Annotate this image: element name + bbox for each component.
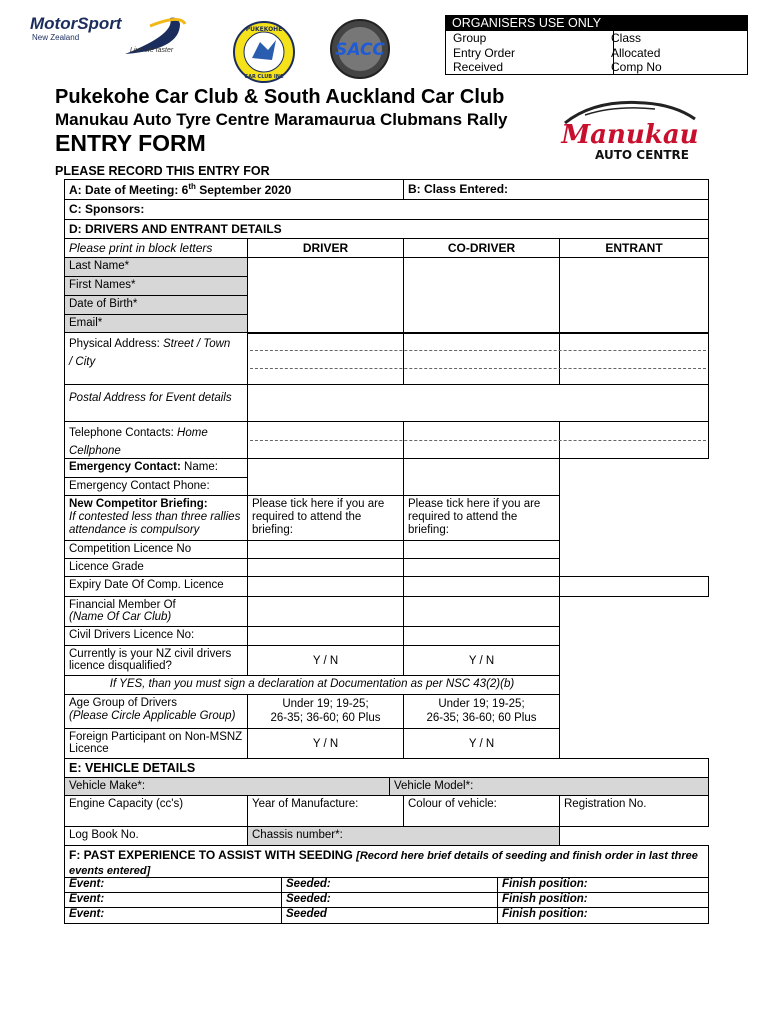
last-name-label: Last Name* [64, 257, 248, 277]
class-entered[interactable]: B: Class Entered: [403, 179, 709, 200]
section-d-heading: D: DRIVERS AND ENTRANT DETAILS [64, 219, 709, 239]
vehicle-model-field[interactable]: Vehicle Model*: [389, 777, 709, 796]
entrant-expiry-field[interactable] [559, 576, 709, 597]
age-group-note: (Please Circle Applicable Group) [69, 710, 236, 722]
svg-text:CAR CLUB INC: CAR CLUB INC [244, 74, 284, 80]
organisers-entry-order: Entry Order [453, 45, 516, 60]
emergency-phone-label: Emergency Contact Phone: [64, 477, 248, 496]
rally-title: Manukau Auto Tyre Centre Maramaurua Clubmans Rally [55, 110, 508, 129]
financial-member-club: (Name Of Car Club) [69, 611, 172, 623]
briefing-bold: New Competitor Briefing: [69, 498, 208, 510]
driver-disqualified-yn[interactable]: Y / N [247, 645, 404, 676]
physical-address-italic: Street / Town [162, 338, 231, 350]
codriver-disqualified-yn[interactable]: Y / N [403, 645, 560, 676]
finish-1-field[interactable]: Finish position: [497, 877, 709, 893]
age-group-text: Age Group of Drivers [69, 697, 178, 709]
dob-label: Date of Birth* [64, 295, 248, 315]
sacc-logo [327, 18, 393, 80]
motorsport-tagline: Live life faster [130, 47, 174, 54]
registration-field[interactable]: Registration No. [559, 795, 709, 827]
motorsport-subtitle: New Zealand [32, 33, 80, 42]
address-dashed-line [250, 368, 706, 369]
codriver-physical-address[interactable] [403, 332, 560, 385]
financial-member-text: Financial Member Of [69, 599, 176, 611]
organisers-comp-no: Comp No [611, 60, 662, 74]
chassis-number-field[interactable]: Chassis number*: [247, 826, 560, 846]
licence-divider [403, 540, 404, 597]
manukau-logo-sub: AUTO CENTRE [595, 148, 689, 162]
event-1-field[interactable]: Event: [64, 877, 282, 893]
organisers-right-column [607, 31, 751, 75]
emergency-divider [403, 458, 404, 496]
date-of-meeting [64, 179, 404, 200]
disqualified-label: Currently is your NZ civil drivers licence disqualified? [64, 645, 248, 676]
date-rest: September 2020 [195, 183, 292, 197]
licence-grade-label: Licence Grade [64, 558, 248, 577]
postal-address-field[interactable] [247, 384, 709, 422]
physical-address-text: Physical Address: [69, 338, 163, 350]
membership-row-line [247, 626, 560, 627]
seeded-1-field[interactable]: Seeded: [281, 877, 498, 893]
postal-address-label: Postal Address for Event details [64, 384, 248, 422]
telephone-home: Home [177, 427, 208, 439]
age-group-label [64, 694, 248, 729]
emergency-contact-name: Name: [180, 461, 218, 473]
organisers-group: Group [453, 31, 487, 45]
colour-field[interactable]: Colour of vehicle: [403, 795, 560, 827]
financial-member-label [64, 596, 248, 627]
driver-briefing-tick[interactable]: Please tick here if you are required to attend the briefing: [247, 495, 404, 541]
organisers-allocated: Allocated [611, 45, 661, 60]
emergency-contact-bold: Emergency Contact: [69, 461, 181, 473]
foreign-participant-label: Foreign Participant on Non-MSNZ Licence [64, 728, 248, 759]
date-sup: th [188, 182, 196, 191]
organisers-class: Class [611, 31, 642, 45]
organisers-use-only-box [445, 15, 748, 75]
address-dashed-line [250, 350, 706, 351]
comp-licence-label: Competition Licence No [64, 540, 248, 559]
pukekohe-car-club-logo [228, 20, 300, 84]
briefing-italic: If contested less than three rallies attendance is compulsory [69, 511, 241, 536]
finish-2-field[interactable]: Finish position: [497, 892, 709, 908]
expiry-label: Expiry Date Of Comp. Licence [64, 576, 248, 597]
emergency-contact-label [64, 458, 248, 478]
driver-header: DRIVER [247, 238, 404, 258]
finish-3-field[interactable]: Finish position: [497, 907, 709, 924]
organisers-heading: ORGANISERS USE ONLY [446, 16, 747, 31]
manukau-logo-text: Manukau [561, 120, 699, 150]
event-2-field[interactable]: Event: [64, 892, 282, 908]
physical-address-city: / City [69, 356, 96, 368]
telephone-text: Telephone Contacts: [69, 427, 178, 439]
manukau-auto-centre-logo [555, 95, 705, 165]
organisers-received: Received [453, 60, 504, 74]
driver-personal-fields[interactable] [247, 257, 404, 334]
event-3-field[interactable]: Event: [64, 907, 282, 924]
motorsport-title: MotorSport [30, 14, 122, 33]
declaration-note: If YES, than you must sign a declaration at Documentation as per NSC 43(2)(b) [64, 675, 560, 695]
entrant-physical-address[interactable] [559, 332, 709, 385]
age-options-2: 26-35; 36-60; 60 Plus [426, 712, 537, 724]
seeded-3-field[interactable]: Seeded [281, 907, 498, 924]
club-title: Pukekohe Car Club & South Auckland Car Club [55, 86, 505, 108]
date-label: A: Date of Meeting: 6 [69, 183, 189, 197]
telephone-cell: Cellphone [69, 445, 121, 457]
motorsport-nz-logo [30, 14, 195, 56]
section-e-heading: E: VEHICLE DETAILS [64, 758, 709, 778]
section-f-heading [64, 845, 709, 878]
please-record-label: PLEASE RECORD THIS ENTRY FOR [55, 164, 270, 178]
physical-address-label [64, 332, 248, 385]
membership-divider [403, 596, 404, 646]
entrant-header: ENTRANT [559, 238, 709, 258]
age-options-1: Under 19; 19-25; [438, 698, 525, 710]
codriver-briefing-tick[interactable]: Please tick here if you are required to attend the briefing: [403, 495, 560, 541]
telephone-dashed-line [250, 440, 706, 441]
age-options-2: 26-35; 36-60; 60 Plus [270, 712, 381, 724]
log-book-field[interactable]: Log Book No. [64, 826, 248, 846]
pcc-logo-text: PUKEKOHE [245, 26, 283, 33]
sacc-logo-text: SACC [335, 40, 385, 60]
telephone-label [64, 421, 248, 459]
codriver-personal-fields[interactable] [403, 257, 560, 334]
entry-form-title: ENTRY FORM [55, 130, 206, 156]
vehicle-make-field[interactable]: Vehicle Make*: [64, 777, 390, 796]
section-f-note: [Record here brief details of seeding and finish order in last three events entered] [69, 850, 698, 877]
driver-foreign-yn[interactable]: Y / N [247, 728, 404, 759]
codriver-header: CO-DRIVER [403, 238, 560, 258]
first-names-label: First Names* [64, 276, 248, 296]
driver-age-group[interactable] [247, 694, 404, 729]
entrant-personal-fields[interactable] [559, 257, 709, 334]
codriver-age-group[interactable] [403, 694, 560, 729]
driver-physical-address[interactable] [247, 332, 404, 385]
engine-capacity-field[interactable]: Engine Capacity (cc's) [64, 795, 248, 827]
organisers-left-column [446, 31, 614, 75]
email-label: Email* [64, 314, 248, 333]
year-of-manufacture-field[interactable]: Year of Manufacture: [247, 795, 404, 827]
sponsors-field[interactable]: C: Sponsors: [64, 199, 709, 220]
seeded-2-field[interactable]: Seeded: [281, 892, 498, 908]
civil-licence-label: Civil Drivers Licence No: [64, 626, 248, 646]
briefing-label [64, 495, 248, 541]
section-f-title: F: PAST EXPERIENCE TO ASSIST WITH SEEDING [69, 848, 357, 862]
block-letters-note: Please print in block letters [64, 238, 248, 258]
licence-row-line [247, 558, 560, 559]
age-options-1: Under 19; 19-25; [282, 698, 369, 710]
codriver-foreign-yn[interactable]: Y / N [403, 728, 560, 759]
